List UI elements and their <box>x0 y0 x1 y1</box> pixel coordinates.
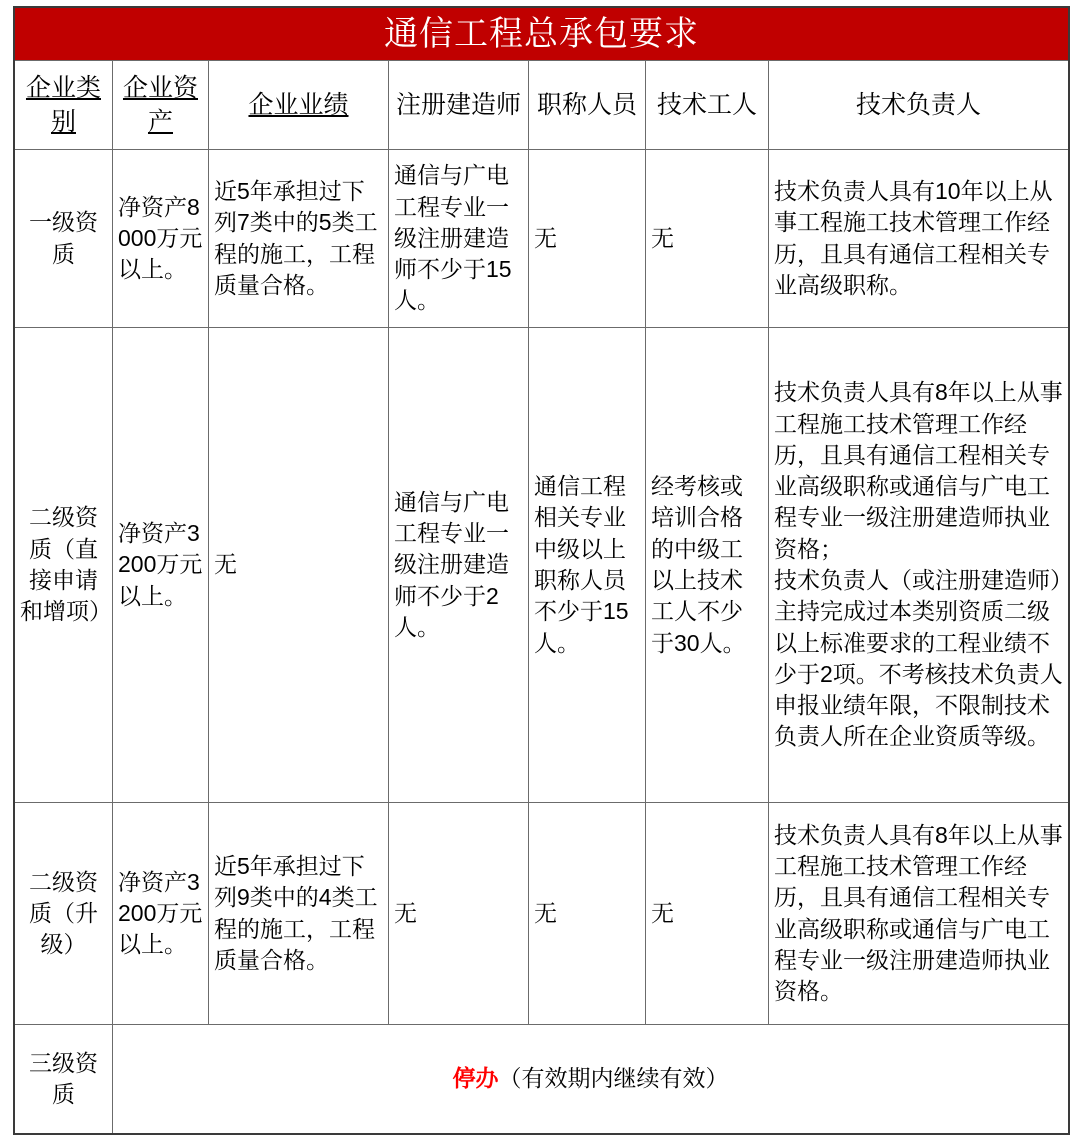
page-title: 通信工程总承包要求 <box>15 8 1069 61</box>
cell-titled-staff-level-2-upgrade: 无 <box>529 803 646 1025</box>
qualification-requirements-table <box>14 7 1069 1134</box>
column-header-performance: 企业业绩 <box>209 61 389 150</box>
status-note-label: （有效期内继续有效） <box>498 1065 729 1092</box>
cell-performance-level-2-direct: 无 <box>209 328 389 803</box>
column-header-builder: 注册建造师 <box>389 61 529 150</box>
cell-skilled-workers-level-1: 无 <box>646 150 769 328</box>
cell-builder-level-2-direct: 通信与广电工程专业一级注册建造师不少于2人。 <box>389 328 529 803</box>
table-row <box>15 803 1069 1025</box>
cell-builder-level-2-upgrade: 无 <box>389 803 529 1025</box>
column-header-titled-staff: 职称人员 <box>529 61 646 150</box>
row-category-level-3: 三级资质 <box>15 1025 113 1134</box>
table-title-row <box>15 8 1069 61</box>
cell-titled-staff-level-2-direct: 通信工程相关专业中级以上职称人员不少于15人。 <box>529 328 646 803</box>
table-header-row <box>15 61 1069 150</box>
column-header-technical-lead: 技术负责人 <box>769 61 1069 150</box>
cell-skilled-workers-level-2-direct: 经考核或培训合格的中级工以上技术工人不少于30人。 <box>646 328 769 803</box>
status-suspended-label: 停办 <box>452 1065 499 1092</box>
cell-technical-lead-level-1: 技术负责人具有10年以上从事工程施工技术管理工作经历，且具有通信工程相关专业高级职称。 <box>769 150 1069 328</box>
table-row <box>15 150 1069 328</box>
row-category-level-2-upgrade: 二级资质（升级） <box>15 803 113 1025</box>
column-header-skilled-workers: 技术工人 <box>646 61 769 150</box>
cell-assets-level-2-direct: 净资产3200万元以上。 <box>113 328 209 803</box>
cell-technical-lead-level-2-direct: 技术负责人具有8年以上从事工程施工技术管理工作经历，且具有通信工程相关专业高级职称或通信与广电工程专业一级注册建造师执业资格； 技术负责人（或注册建造师）主持完成过本类别资质二级以上标准要求的工程业绩不少于2项。不考核技术负责人申报业绩年限，不限制技术负责人所在企业资质等级。 <box>769 328 1069 803</box>
column-header-assets: 企业资产 <box>113 61 209 150</box>
table-row <box>15 1025 1069 1134</box>
table-row <box>15 328 1069 803</box>
row-category-level-2-direct: 二级资质（直接申请和增项） <box>15 328 113 803</box>
status-badge-level-3 <box>113 1025 1069 1134</box>
row-category-level-1: 一级资质 <box>15 150 113 328</box>
cell-assets-level-2-upgrade: 净资产3200万元以上。 <box>113 803 209 1025</box>
cell-titled-staff-level-1: 无 <box>529 150 646 328</box>
cell-performance-level-1: 近5年承担过下列7类中的5类工程的施工，工程质量合格。 <box>209 150 389 328</box>
cell-technical-lead-level-2-upgrade: 技术负责人具有8年以上从事工程施工技术管理工作经历，且具有通信工程相关专业高级职称或通信与广电工程专业一级注册建造师执业资格。 <box>769 803 1069 1025</box>
cell-performance-level-2-upgrade: 近5年承担过下列9类中的4类工程的施工，工程质量合格。 <box>209 803 389 1025</box>
cell-assets-level-1: 净资产8000万元以上。 <box>113 150 209 328</box>
column-header-category: 企业类别 <box>15 61 113 150</box>
cell-skilled-workers-level-2-upgrade: 无 <box>646 803 769 1025</box>
cell-builder-level-1: 通信与广电工程专业一级注册建造师不少于15人。 <box>389 150 529 328</box>
